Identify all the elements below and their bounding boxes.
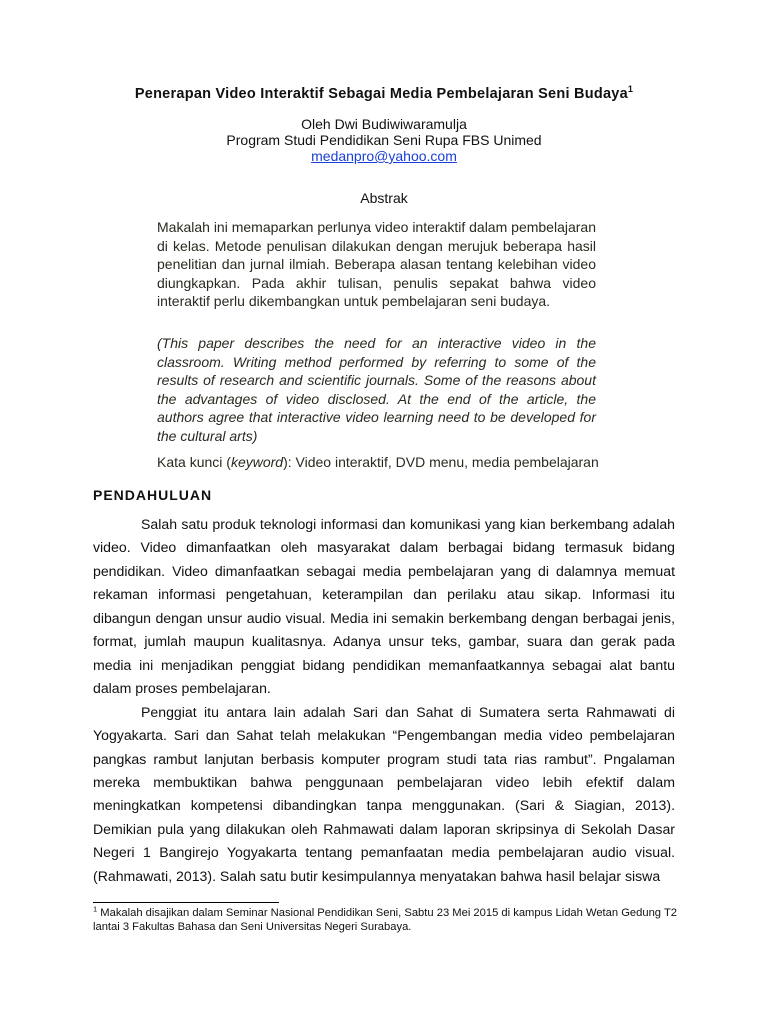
section-heading: PENDAHULUAN [93, 487, 213, 503]
author-byline: Oleh Dwi Budiwiwaramulja [301, 116, 467, 132]
keywords-term: keyword [230, 454, 284, 470]
abstract-indonesian: Makalah ini memaparkan perlunya video interaktif dalam pembelajaran di kelas. Metode penulisan dilakukan dengan merujuk beberapa hasil penelitian dan jurnal ilmiah. Beberapa alasan tentang kelebihan video diungkapkan. Pada akhir tulisan, penulis sepakat bahwa video interaktif perlu dikembangkan untuk pembelajaran seni budaya. [157, 219, 596, 309]
paper-title-text: Penerapan Video Interaktif Sebagai Media Pembelajaran Seni Budaya [134, 86, 628, 102]
keywords-label: Kata kunci ( [157, 454, 231, 470]
footnote-text: Makalah disajikan dalam Seminar Nasional Pendidikan Seni, Sabtu 23 Mei 2015 di kampus Lidah Wetan Gedung T2 lantai 3 Fakultas Bahasa dan Seni Universitas Negeri Surabaya. [93, 907, 677, 933]
body-paragraph: Penggiat itu antara lain adalah Sari dan Sahat di Sumatera serta Rahmawati di Yogyakarta. Sari dan Sahat telah melakukan “Pengembangan media video pembelajaran pangkas rambut lanjutan berbasis komputer program studi tata rias rambut”. Pngalaman mereka membuktikan bahwa penggunaan pembelajaran video lebih efektif dalam meningkatkan kompetensi dibandingkan tanpa menggunakan. (Sari & Siagian, 2013). Demikian pula yang dilakukan oleh Rahmawati dalam laporan skripsinya di Sekolah Dasar Negeri 1 Bangirejo Yogyakarta tentang pemanfaatan media pembelajaran audio visual. (Rahmawati, 2013). Salah satu butir kesimpulannya menyatakan bahwa hasil belajar siswa [93, 703, 675, 884]
keywords-line [157, 454, 617, 470]
author-email-link[interactable]: medanpro@yahoo.com [311, 148, 457, 164]
abstract-heading: Abstrak [360, 190, 408, 206]
keywords-text: ): Video interaktif, DVD menu, media pembelajaran [283, 454, 599, 470]
section-body [93, 513, 675, 888]
paper-title [0, 86, 768, 102]
footnote-divider [93, 902, 279, 903]
author-block [0, 116, 768, 164]
footnote-number: 1 [93, 904, 98, 914]
body-paragraph: Salah satu produk teknologi informasi dan komunikasi yang kian berkembang adalah video. Video dimanfaatkan oleh masyarakat dalam berbagai bidang termasuk bidang pendidikan. Video dimanfaatkan sebagai media pembelajaran yang di dalamnya memuat rekaman informasi pengetahuan, keterampilan dan perilaku atau sikap. Informasi itu dibangun dengan unsur audio visual. Media ini semakin berkembang dengan berbagai jenis, format, jumlah maupun kualitasnya. Adanya unsur teks, gambar, suara dan gerak pada media ini menjadikan penggiat bidang pendidikan memanfaatkannya sebagai alat bantu dalam proses pembelajaran. [93, 516, 675, 697]
abstract-english: (This paper describes the need for an interactive video in the classroom. Writing method performed by referring to some of the results of research and scientific journals. Some of the reasons about the advantages of video disclosed. At the end of the article, the authors agree that interactive video learning need to be developed for the cultural arts) [157, 335, 596, 444]
author-affiliation: Program Studi Pendidikan Seni Rupa FBS Unimed [226, 132, 542, 148]
footnote [93, 904, 683, 934]
footnote-marker: 1 [627, 84, 634, 95]
